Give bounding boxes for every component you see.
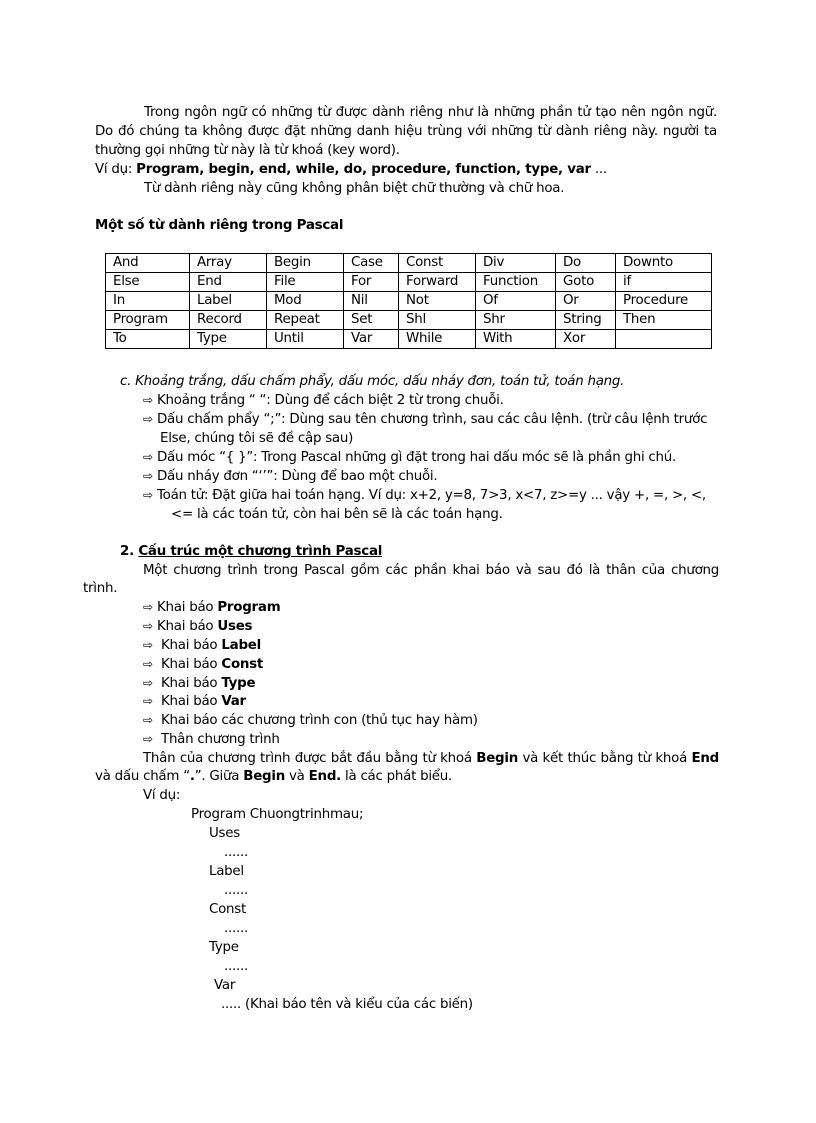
- section-2-title: Cấu trúc một chương trình Pascal: [138, 544, 383, 559]
- intro-line-5: Từ dành riêng này cũng không phân biệt chữ thường và chữ hoa.: [144, 181, 565, 196]
- table-cell: Else: [106, 273, 190, 292]
- decl-item-subprograms: ⇨ Khai báo các chương trình con (thủ tục hay hàm): [143, 713, 478, 728]
- table-cell: Shl: [399, 311, 476, 330]
- section-2-number: 2.: [120, 544, 139, 559]
- table-cell: Repeat: [267, 311, 344, 330]
- decl-item-const: ⇨ Khai báo Const: [143, 657, 264, 672]
- arrow-right-icon: ⇨: [143, 676, 153, 690]
- table-cell: Program: [106, 311, 190, 330]
- arrow-right-icon: ⇨: [143, 732, 153, 746]
- decl-item-program: ⇨ Khai báo Program: [143, 600, 281, 615]
- table-cell: In: [106, 292, 190, 311]
- section-c-item-continued: <= là các toán tử, còn hai bên sẽ là các toán hạng.: [171, 507, 503, 522]
- table-row: [106, 330, 712, 349]
- table-cell: File: [267, 273, 344, 292]
- table-cell: Goto: [556, 273, 616, 292]
- table-cell: Type: [190, 330, 267, 349]
- table-cell: if: [616, 273, 712, 292]
- table-cell: Shr: [476, 311, 556, 330]
- arrow-right-icon: ⇨: [143, 638, 153, 652]
- code-line: ......: [224, 959, 249, 974]
- arrow-right-icon: ⇨: [143, 488, 153, 502]
- table-cell: And: [106, 254, 190, 273]
- example-label: Ví dụ:: [143, 788, 181, 803]
- code-line: ..... (Khai báo tên và kiểu của các biến): [221, 997, 473, 1012]
- code-line: Type: [209, 940, 239, 955]
- arrow-right-icon: ⇨: [143, 469, 153, 483]
- section-2-body-line-2: và dấu chấm “.”. Giữa Begin và End. là các phát biểu.: [95, 769, 453, 784]
- arrow-right-icon: ⇨: [143, 600, 153, 614]
- table-cell: Xor: [556, 330, 616, 349]
- table-cell: Label: [190, 292, 267, 311]
- section-2-heading: [120, 542, 382, 561]
- table-cell: Mod: [267, 292, 344, 311]
- intro-line-3: thường gọi những từ này là từ khoá (key word).: [95, 143, 400, 158]
- section-c-title: c. Khoảng trắng, dấu chấm phẩy, dấu móc, dấu nháy đơn, toán tử, toán hạng.: [120, 374, 625, 389]
- table-cell: To: [106, 330, 190, 349]
- code-line: Uses: [209, 826, 240, 841]
- table-cell: Const: [399, 254, 476, 273]
- table-cell: Case: [344, 254, 399, 273]
- arrow-right-icon: ⇨: [143, 450, 153, 464]
- table-cell: String: [556, 311, 616, 330]
- code-line: ......: [224, 845, 249, 860]
- table-cell: Record: [190, 311, 267, 330]
- table-cell: Set: [344, 311, 399, 330]
- section-c-item: ⇨ Dấu chấm phẩy “;”: Dùng sau tên chương trình, sau các câu lệnh. (trừ câu lệnh trước: [143, 412, 708, 427]
- table-cell: Or: [556, 292, 616, 311]
- section-c-item: ⇨ Khoảng trắng “ “: Dùng để cách biệt 2 từ trong chuỗi.: [143, 393, 504, 408]
- table-row: [106, 254, 712, 273]
- section-2-body-line-1: Thân của chương trình được bắt đầu bằng từ khoá Begin và kết thúc bằng từ khoá End: [143, 751, 719, 766]
- intro-line-2: Do đó chúng ta không được đặt những danh hiệu trùng với những từ dành riêng này. người ta: [95, 124, 717, 139]
- reserved-words-table: [105, 253, 712, 349]
- arrow-right-icon: ⇨: [143, 412, 153, 426]
- intro-example-keywords: Program, begin, end, while, do, procedure, function, type, var: [136, 162, 591, 177]
- section-2-line-2: trình.: [83, 581, 118, 596]
- table-row: [106, 311, 712, 330]
- arrow-right-icon: ⇨: [143, 619, 153, 633]
- table-cell: Then: [616, 311, 712, 330]
- table-cell: Begin: [267, 254, 344, 273]
- table-cell: Function: [476, 273, 556, 292]
- reserved-heading: Một số từ dành riêng trong Pascal: [95, 218, 344, 233]
- section-c-item: ⇨ Dấu móc “{ }”: Trong Pascal những gì đặt trong hai dấu móc sẽ là phần ghi chú.: [143, 450, 677, 465]
- table-cell: While: [399, 330, 476, 349]
- code-line: Program Chuongtrinhmau;: [191, 807, 364, 822]
- table-cell: End: [190, 273, 267, 292]
- intro-example-prefix: Ví dụ:: [95, 162, 137, 177]
- table-cell: Not: [399, 292, 476, 311]
- code-line: Label: [209, 864, 244, 879]
- table-cell: Downto: [616, 254, 712, 273]
- table-cell: Div: [476, 254, 556, 273]
- section-c-item-continued: Else, chúng tôi sẽ đề cập sau): [160, 431, 354, 446]
- arrow-right-icon: ⇨: [143, 393, 153, 407]
- section-2-line-1: Một chương trình trong Pascal gồm các phần khai báo và sau đó là thân của chương: [143, 563, 719, 578]
- table-cell: Array: [190, 254, 267, 273]
- intro-line-1: Trong ngôn ngữ có những từ được dành riêng như là những phần tử tạo nên ngôn ngữ.: [144, 105, 717, 120]
- arrow-right-icon: ⇨: [143, 713, 153, 727]
- table-cell: Nil: [344, 292, 399, 311]
- table-cell: Forward: [399, 273, 476, 292]
- code-line: ......: [224, 883, 249, 898]
- table-row: [106, 273, 712, 292]
- section-c-item: ⇨ Toán tử: Đặt giữa hai toán hạng. Ví dụ: x+2, y=8, 7>3, x<7, z>=y ... vậy +, =, >, <,: [143, 488, 706, 503]
- table-cell: Procedure: [616, 292, 712, 311]
- decl-item-body: ⇨ Thân chương trình: [143, 732, 280, 747]
- table-row: [106, 292, 712, 311]
- decl-item-uses: ⇨ Khai báo Uses: [143, 619, 253, 634]
- code-line: Const: [209, 902, 247, 917]
- code-line: Var: [214, 978, 236, 993]
- decl-item-type: ⇨ Khai báo Type: [143, 676, 256, 691]
- decl-item-label: ⇨ Khai báo Label: [143, 638, 261, 653]
- table-cell: [616, 330, 712, 349]
- arrow-right-icon: ⇨: [143, 694, 153, 708]
- table-cell: For: [344, 273, 399, 292]
- intro-example: [95, 160, 607, 179]
- intro-example-suffix: ...: [590, 162, 607, 177]
- arrow-right-icon: ⇨: [143, 657, 153, 671]
- table-cell: Of: [476, 292, 556, 311]
- table-cell: With: [476, 330, 556, 349]
- table-cell: Until: [267, 330, 344, 349]
- decl-item-var: ⇨ Khai báo Var: [143, 694, 246, 709]
- table-cell: Var: [344, 330, 399, 349]
- code-line: ......: [224, 921, 249, 936]
- table-cell: Do: [556, 254, 616, 273]
- section-c-item: ⇨ Dấu nháy đơn “‘’”: Dùng để bao một chuỗi.: [143, 469, 438, 484]
